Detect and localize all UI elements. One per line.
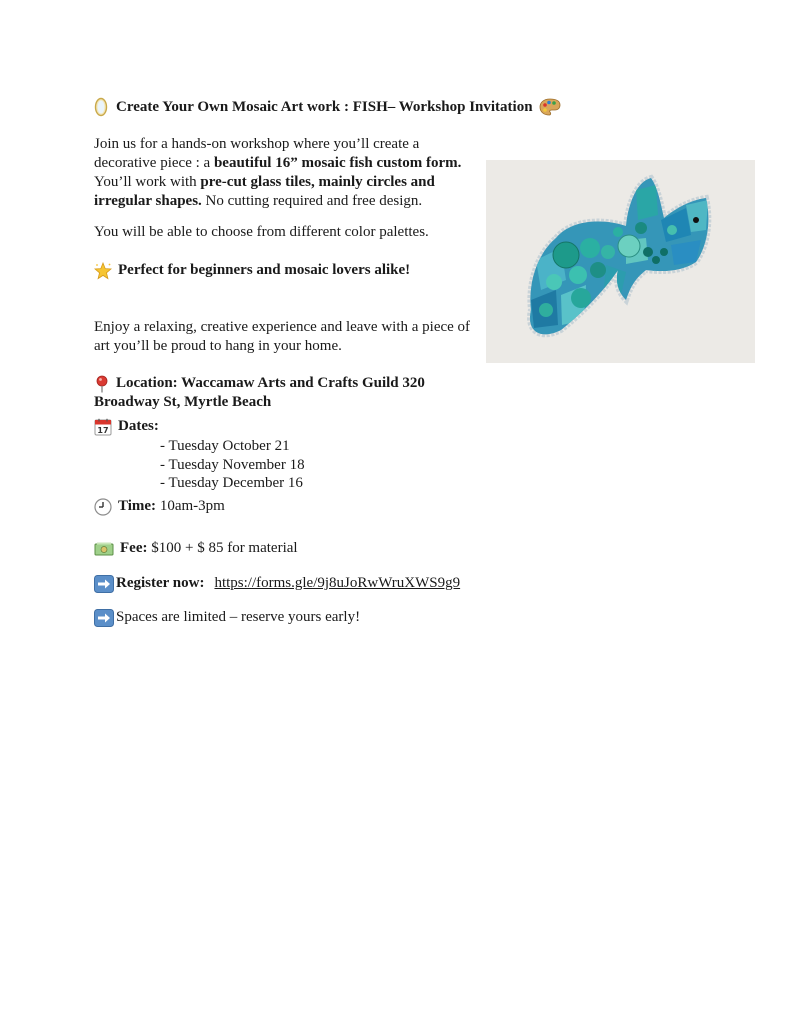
dates-label-line (94, 417, 159, 436)
fee-line (94, 539, 298, 558)
intro-bold-1: beautiful 16” mosaic fish custom form. (213, 155, 462, 171)
date-item: - Tuesday October 21 (160, 438, 290, 454)
mirror-icon (94, 97, 108, 117)
date-item: - Tuesday December 16 (160, 475, 303, 491)
enjoy-text: Enjoy a relaxing, creative experience and leave with a piece of art you’ll be proud to hang in your home. (94, 319, 471, 354)
spaces-line (94, 608, 360, 627)
palettes-text: You will be able to choose from different color palettes. (94, 224, 429, 240)
location-text-1: Location: Waccamaw Arts and Crafts Guild 320 (116, 375, 425, 391)
location-line-2 (94, 393, 271, 412)
fee-value: $100 + $ 85 for material (151, 540, 298, 556)
flyer-title (94, 97, 561, 117)
palette-icon (539, 98, 561, 116)
calendar-icon (94, 418, 112, 436)
location-text-2: Broadway St, Myrtle Beach (94, 394, 272, 410)
spaces-text: Spaces are limited – reserve yours early! (116, 609, 361, 625)
fee-label: Fee: (120, 540, 148, 556)
location-line-1 (94, 374, 425, 393)
beginners-text: Perfect for beginners and mosaic lovers alike! (118, 262, 411, 278)
pin-icon (94, 375, 110, 393)
money-icon (94, 541, 114, 557)
svg-text:17: 17 (97, 425, 109, 435)
palettes-line (94, 223, 429, 242)
title-text: Create Your Own Mosaic Art work : FISH– Workshop Invitation (116, 98, 533, 115)
dates-list (160, 437, 305, 493)
intro-paragraph (94, 135, 474, 211)
star-icon (94, 262, 112, 280)
register-line (94, 574, 460, 593)
clock-icon (94, 498, 112, 516)
register-link[interactable]: https://forms.gle/9j8uJoRwWruXWS9g9 (214, 575, 461, 591)
arrow-right-icon (94, 575, 114, 593)
time-value: 10am-3pm (159, 498, 225, 514)
arrow-right-icon (94, 609, 114, 627)
enjoy-paragraph (94, 318, 474, 356)
date-item: - Tuesday November 18 (160, 456, 305, 473)
intro-bold-2: pre-cut glass tiles, mainly circles and irregular shapes. (94, 174, 435, 209)
dates-label: Dates: (118, 418, 159, 434)
intro-text-3: No cutting required and free design. (201, 193, 423, 209)
time-label: Time: (118, 498, 157, 514)
beginners-line (94, 261, 410, 280)
mosaic-fish-photo (486, 160, 755, 363)
time-line (94, 497, 225, 516)
intro-text-2: You’ll work with (94, 174, 201, 190)
register-label: Register now: (116, 575, 205, 591)
intro-text-1: Join us for a hands-on workshop where you’ll create a decorative piece : a (94, 136, 420, 171)
